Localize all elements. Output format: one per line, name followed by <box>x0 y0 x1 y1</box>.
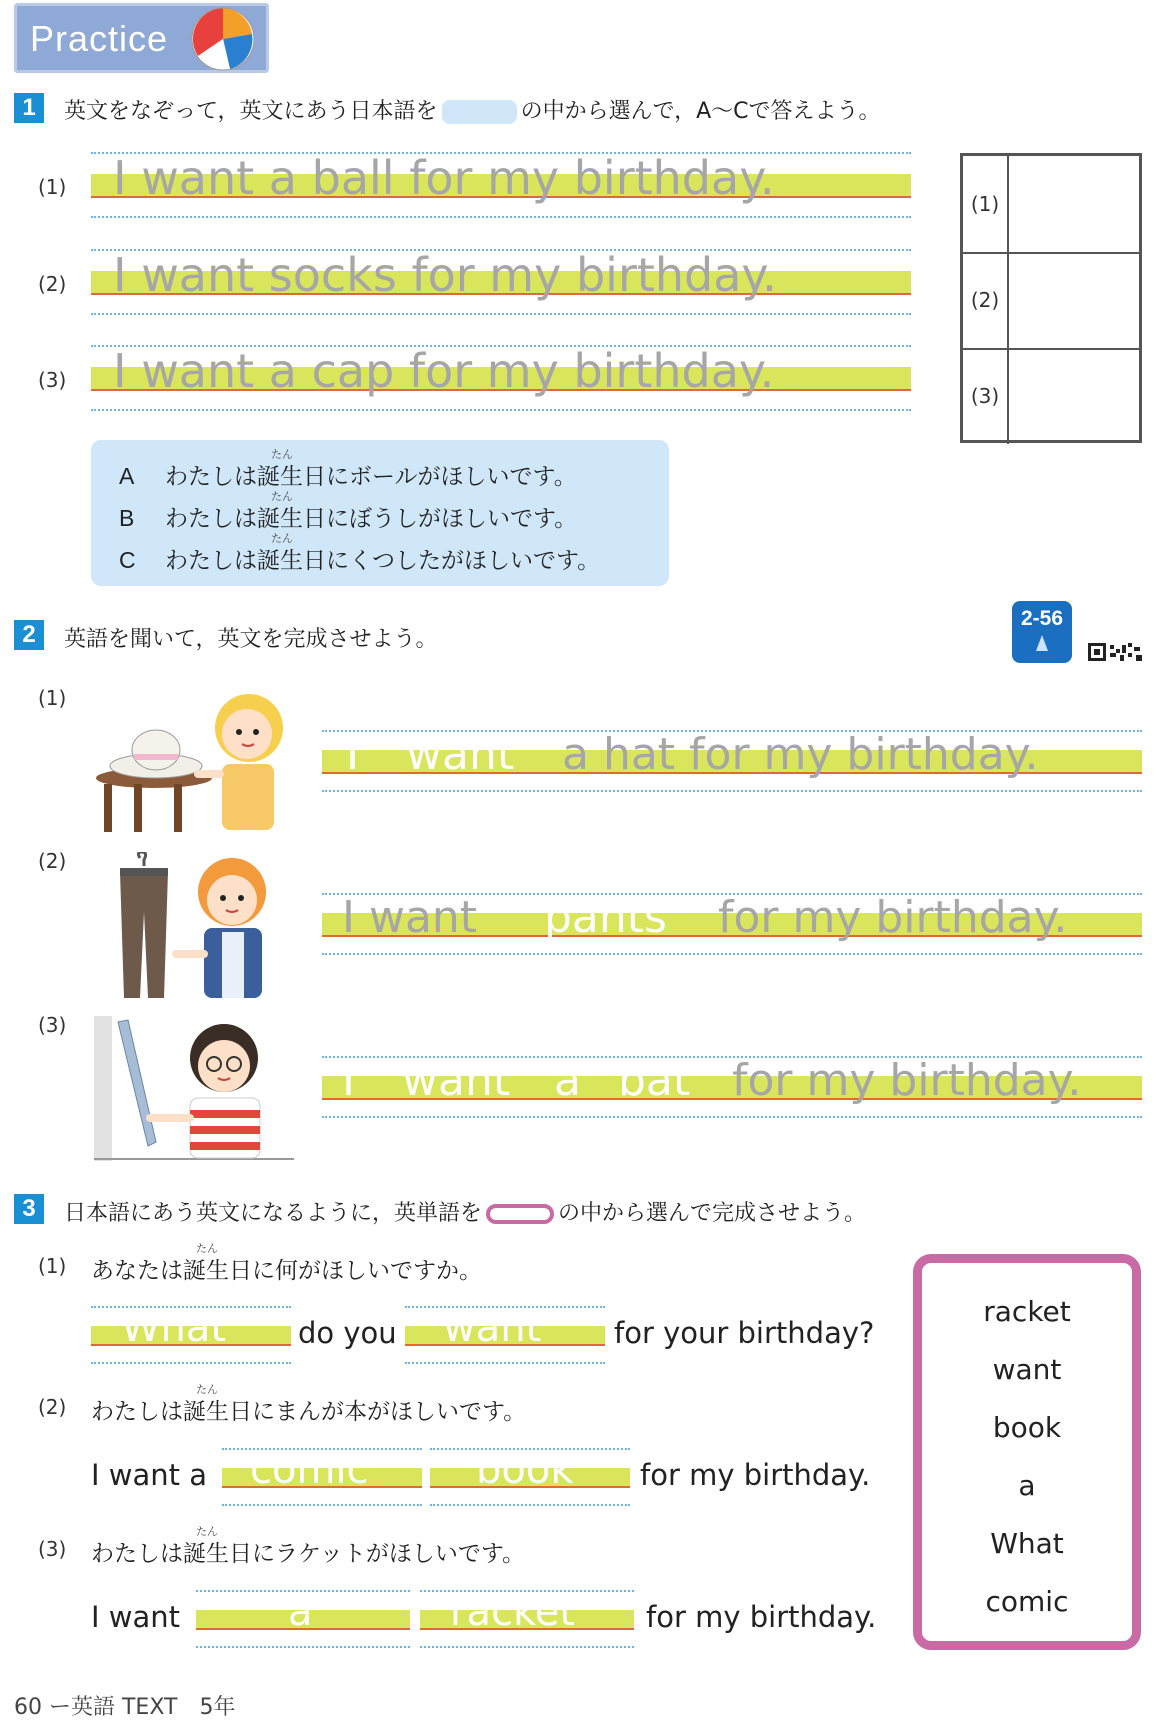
answer-row[interactable] <box>963 156 1139 254</box>
s2-q2-blank: pants <box>544 892 667 943</box>
s3-q3-japanese: わたしは誕生日にラケットがほしいです。 <box>91 1541 526 1567</box>
s1-q3-number: (3) <box>38 368 67 392</box>
page-title: Practice <box>30 18 169 59</box>
ruby-tan: たん <box>271 532 293 545</box>
word-bank-item[interactable]: want <box>992 1353 1062 1386</box>
s3-q2-blank-1: comic <box>250 1447 369 1493</box>
boy-with-bat-illustration <box>94 1016 294 1161</box>
s2-q3-blank-3: a <box>554 1055 581 1106</box>
ruby-tan: たん <box>196 1383 218 1396</box>
choice-c: C わたしは誕生日にくつしたがほしいです。 <box>119 547 601 574</box>
answer-table <box>960 153 1142 443</box>
s3-q1-blank-1-line[interactable] <box>91 1306 291 1364</box>
s1-q1-trace-line[interactable] <box>91 152 911 218</box>
s2-q2-number: (2) <box>38 849 67 873</box>
s2-q1-blank-1: I <box>346 729 359 780</box>
s2-q3-blank-4: bat <box>618 1055 691 1106</box>
s3-q2-blank-1-line[interactable] <box>222 1448 422 1506</box>
s3-q1-number: (1) <box>38 1254 67 1278</box>
s3-q2-blank-2: book <box>476 1447 574 1493</box>
s3-q2-end-text: for my birthday. <box>640 1458 871 1492</box>
word-bank-item[interactable]: racket <box>983 1295 1071 1328</box>
section-3-number: 3 <box>14 1194 44 1224</box>
s3-q3-blank-1: a <box>288 1589 313 1635</box>
answer-row[interactable] <box>963 252 1139 350</box>
qr-code-icon[interactable] <box>1088 643 1144 661</box>
s3-q1-mid-text: do you <box>298 1316 397 1350</box>
answer-row[interactable] <box>963 348 1139 444</box>
section-1-instruction: 英文をなぞって，英文にあう日本語を の中から選んで，A～Cで答えよう。 <box>64 99 881 124</box>
audio-track-badge[interactable] <box>1012 601 1072 663</box>
choice-area-chip <box>442 100 517 124</box>
s1-q2-trace-text: I want socks for my birthday. <box>113 248 777 302</box>
s2-q1-number: (1) <box>38 686 67 710</box>
s1-q3-trace-text: I want a cap for my birthday. <box>113 344 775 398</box>
choice-a: A わたしは誕生日にボールがほしいです。 <box>119 463 577 490</box>
s2-q1-blank-2: want <box>406 729 515 780</box>
word-bank-item[interactable]: What <box>990 1527 1064 1560</box>
audio-icon <box>1032 631 1052 653</box>
ruby-tan: たん <box>271 448 293 461</box>
boy-with-pants-illustration <box>112 852 287 1000</box>
s1-q1-number: (1) <box>38 175 67 199</box>
s3-q3-end-text: for my birthday. <box>646 1600 877 1634</box>
answer-label: (3) <box>963 348 1009 444</box>
s1-q1-trace-text: I want a ball for my birthday. <box>113 151 775 205</box>
s3-q3-lead-text: I want <box>91 1600 181 1634</box>
audio-track-number: 2-56 <box>1020 607 1064 630</box>
word-box-chip <box>486 1204 554 1224</box>
s1-q3-trace-line[interactable] <box>91 345 911 411</box>
word-bank-item[interactable]: book <box>992 1411 1062 1444</box>
answer-label: (2) <box>963 252 1009 348</box>
s3-q2-number: (2) <box>38 1395 67 1419</box>
answer-label: (1) <box>963 156 1009 252</box>
s2-q3-number: (3) <box>38 1013 67 1037</box>
s2-q1-trace-text: a hat for my birthday. <box>562 729 1039 780</box>
s3-q2-japanese: わたしは誕生日にまんが本がほしいです。 <box>91 1399 527 1425</box>
girl-with-hat-illustration <box>94 686 289 834</box>
choice-b: B わたしは誕生日にぼうしがほしいです。 <box>119 505 578 532</box>
s3-q3-blank-2: racket <box>450 1589 575 1635</box>
page-footer: 60 ー英語 TEXT 5年 <box>14 1695 236 1720</box>
beach-ball-icon <box>190 6 256 72</box>
section-1-number: 1 <box>14 93 44 123</box>
s3-q3-number: (3) <box>38 1537 67 1561</box>
ruby-tan: たん <box>196 1242 218 1255</box>
s2-q2-trace-text: for my birthday. <box>718 892 1068 943</box>
section-2-number: 2 <box>14 620 44 650</box>
s1-q2-number: (2) <box>38 272 67 296</box>
s2-q3-blank-1: I <box>342 1055 355 1106</box>
word-bank-box <box>913 1254 1141 1650</box>
s2-q3-blank-2: want <box>402 1055 511 1106</box>
s3-q1-japanese: あなたは誕生日に何がほしいですか。 <box>91 1258 482 1284</box>
section-2-instruction: 英語を聞いて，英文を完成させよう。 <box>64 627 438 652</box>
ruby-tan: たん <box>196 1525 218 1538</box>
section-3-instruction: 日本語にあう英文になるように，英単語を の中から選んで完成させよう。 <box>64 1201 867 1226</box>
s3-q3-blank-2-line[interactable] <box>420 1590 634 1648</box>
s2-q3-trace-line[interactable] <box>322 1056 1142 1118</box>
s2-q2-trace-line[interactable] <box>322 893 1142 955</box>
s3-q1-blank-2: want <box>443 1305 542 1351</box>
s2-q2-lead-text: I want <box>342 892 478 943</box>
s1-q2-trace-line[interactable] <box>91 249 911 315</box>
ruby-tan: たん <box>271 490 293 503</box>
s3-q2-lead-text: I want a <box>91 1458 207 1492</box>
s2-q1-trace-line[interactable] <box>322 730 1142 792</box>
s3-q1-end-text: for your birthday? <box>614 1316 875 1350</box>
choices-box <box>91 440 669 586</box>
s3-q3-blank-1-line[interactable] <box>196 1590 410 1648</box>
s3-q1-blank-1: What <box>121 1305 227 1351</box>
word-bank-item[interactable]: comic <box>985 1585 1069 1618</box>
s2-q3-trace-text: for my birthday. <box>732 1055 1082 1106</box>
s3-q2-blank-2-line[interactable] <box>430 1448 630 1506</box>
word-bank-item[interactable]: a <box>1018 1469 1036 1502</box>
s3-q1-blank-2-line[interactable] <box>405 1306 605 1364</box>
